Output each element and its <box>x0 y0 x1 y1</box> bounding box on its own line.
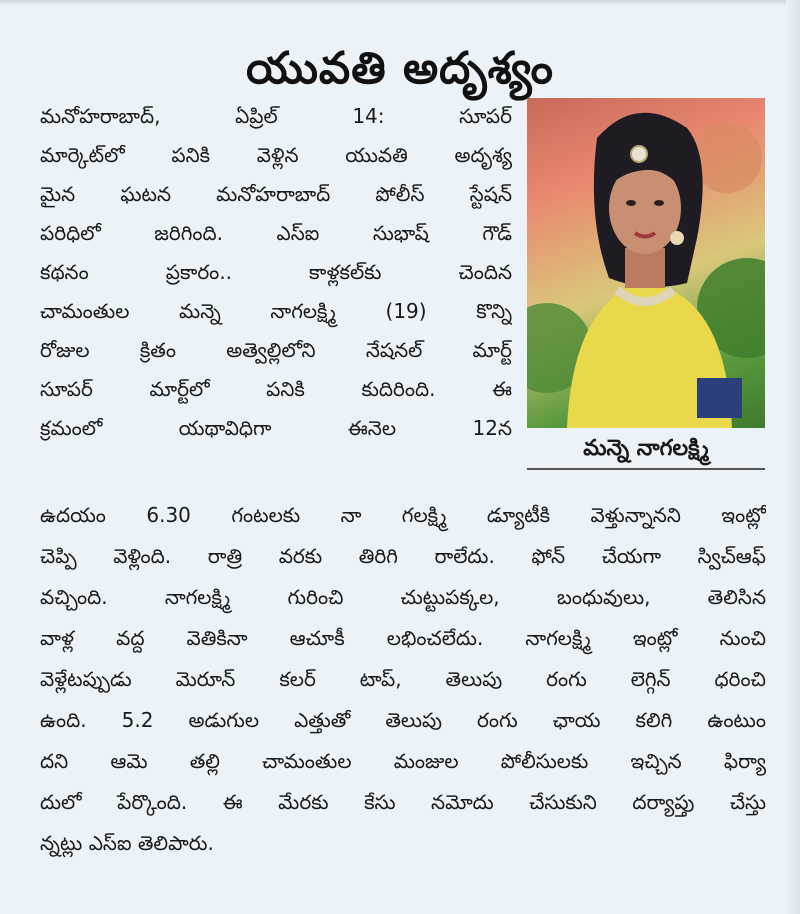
article-line: న్నట్లు ఎస్ఐ తెలిపారు. <box>40 831 214 855</box>
article-line: వెళ్లేటప్పుడు మెరూన్ కలర్ టాప్, తెలుపు రంగు లెగ్గిన్ ధరించి <box>40 667 766 691</box>
article-line: చామంతుల మన్నె నాగలక్ష్మి (19) కొన్ని <box>40 299 512 323</box>
article-line: ఉదయం 6.30 గంటలకు నా గలక్ష్మి డ్యూటీకి వెళ్తున్నానని ఇంట్లో <box>40 503 766 527</box>
article-line: పరిధిలో జరిగింది. ఎస్ఐ సుభాష్ గౌడ్ <box>40 221 512 245</box>
article-line: కథనం ప్రకారం.. కాళ్లకల్‌కు చెందిన <box>40 260 512 284</box>
maang-tikka <box>631 146 647 162</box>
saree-border <box>697 378 742 418</box>
article-line: సూపర్ మార్ట్‌లో పనికి కుదిరింది. ఈ <box>40 377 512 401</box>
article-line: దులో పేర్కొంది. ఈ మేరకు కేసు నమోదు చేసుకుని దర్యాప్తు చేస్తు <box>40 790 766 814</box>
left-eye <box>626 200 636 206</box>
article-line: ఉంది. 5.2 అడుగుల ఎత్తుతో తెలుపు రంగు ఛాయ కలిగి ఉంటుం <box>40 708 766 732</box>
article-line: వాళ్ల వద్ద వెతికినా ఆచూకీ లభించలేదు. నాగలక్ష్మి ఇంట్లో నుంచి <box>40 626 766 650</box>
portrait-photo <box>527 98 765 428</box>
article-line: చెప్పి వెళ్లింది. రాత్రి వరకు తిరిగి రాలేదు. ఫోన్ చేయగా స్విచ్ఆఫ్ <box>40 544 766 568</box>
portrait-illustration <box>527 98 765 428</box>
article-line: మార్కెట్‌లో పనికి వెళ్లిన యువతి అదృశ్య <box>40 143 512 167</box>
article-line: రోజుల క్రితం అత్వెల్లిలోని నేషనల్ మార్ట్ <box>40 338 512 362</box>
earring <box>670 231 684 245</box>
photo-caption: మన్నె నాగలక్ష్మి <box>527 430 765 470</box>
article-line: దని ఆమె తల్లి చామంతుల మంజుల పోలీసులకు ఇచ్చిన ఫిర్యా <box>40 749 766 773</box>
article-full-width-body <box>40 495 766 864</box>
article-line: క్రమంలో యథావిధిగా ఈనెల 12న <box>40 416 512 440</box>
article-line: మైన ఘటన మనోహరాబాద్ పోలీస్ స్టేషన్ <box>40 182 512 206</box>
right-eye <box>654 200 664 206</box>
article-line: మనోహరాబాద్, ఏప్రిల్ 14: సూపర్ <box>40 104 512 128</box>
article-headline: యువతి అదృశ్యం <box>246 43 554 95</box>
clipping-edge-top <box>0 0 800 6</box>
article-left-column <box>40 97 512 448</box>
next-article-cutoff <box>200 902 540 914</box>
article-line: వచ్చింది. నాగలక్ష్మి గురించి చుట్టుపక్కల, బంధువులు, తెలిసిన <box>40 585 766 609</box>
clipping-edge-right <box>786 0 800 914</box>
